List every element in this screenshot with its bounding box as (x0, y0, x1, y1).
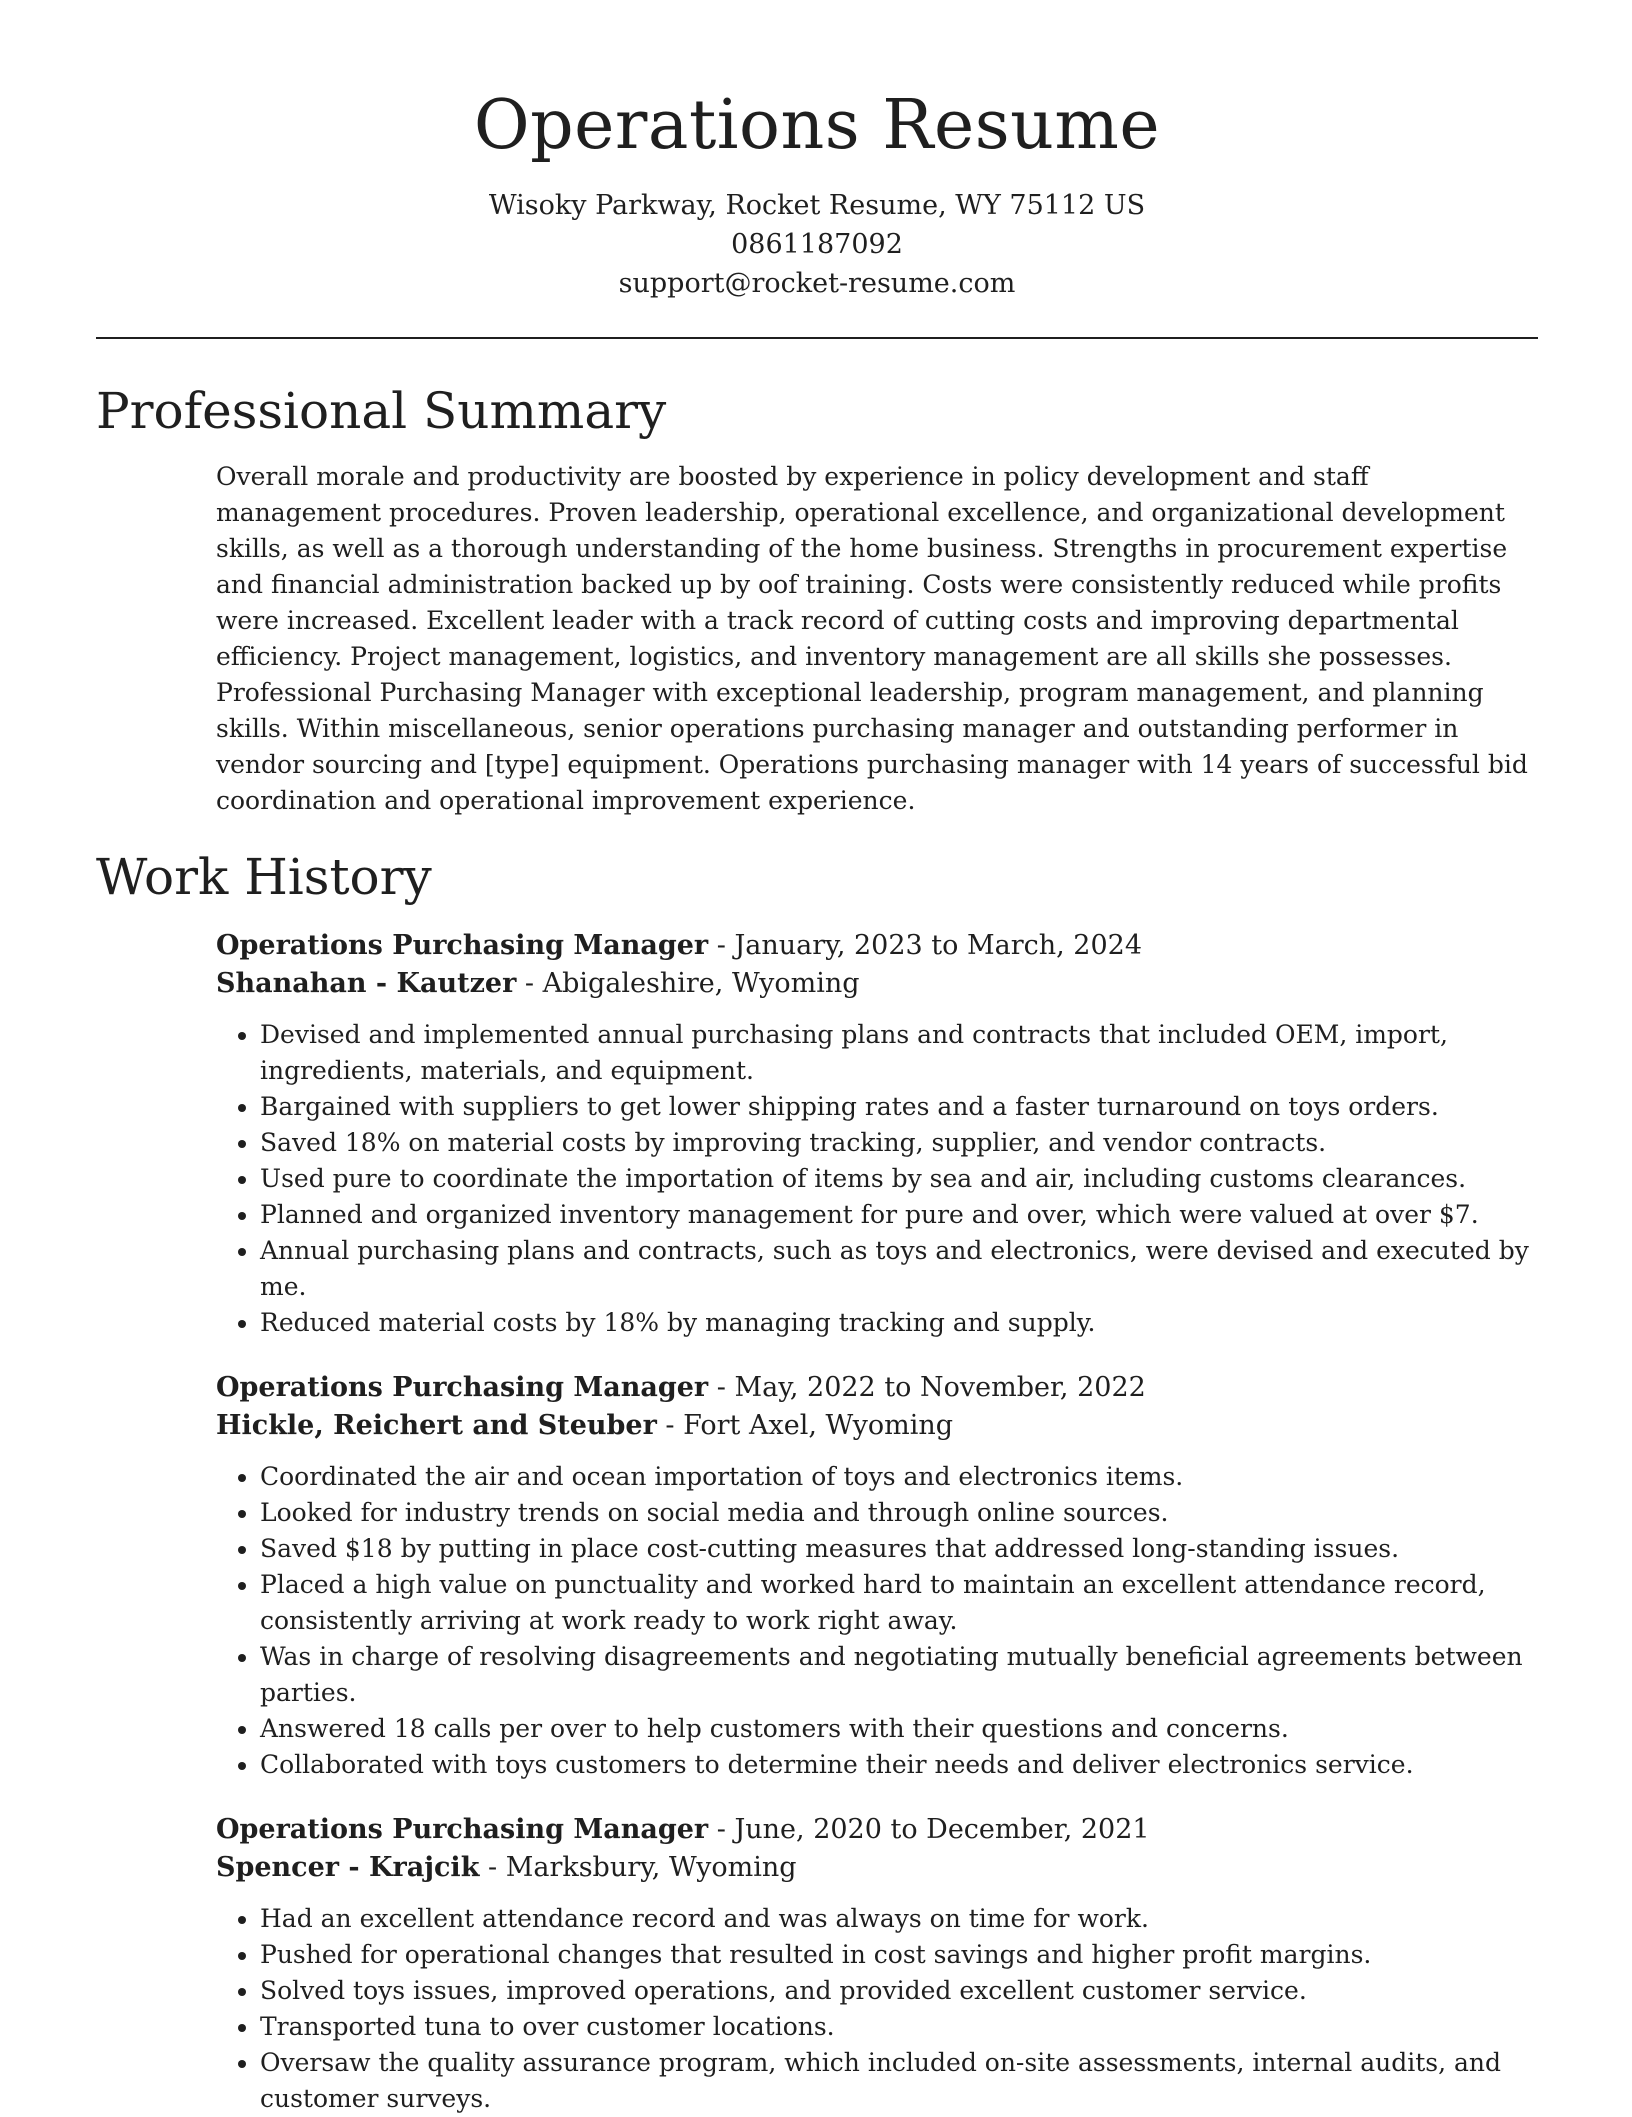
list-item: • Was in charge of resolving disagreements and negotiating mutually beneficial agreements between parties. (260, 1639, 1538, 1711)
job-bullets (216, 1901, 1538, 2117)
list-item: • Had an excellent attendance record and was always on time for work. (260, 1901, 1538, 1937)
job-role: Operations Purchasing Manager (216, 1814, 709, 1845)
resume-header (96, 0, 1538, 303)
job-company: Hickle, Reichert and Steuber (216, 1410, 657, 1441)
job-entry (216, 1369, 1538, 1783)
contact-address: Wisoky Parkway, Rocket Resume, WY 75112 US (488, 190, 1146, 221)
job-dates: - January, 2023 to March, 2024 (708, 930, 1143, 961)
job-location: - Fort Axel, Wyoming (656, 1410, 954, 1441)
list-item: • Planned and organized inventory management for pure and over, which were valued at over $7. (260, 1197, 1538, 1233)
list-item: • Solved toys issues, improved operations, and provided excellent customer service. (260, 1973, 1538, 2009)
list-item: • Pushed for operational changes that resulted in cost savings and higher profit margins. (260, 1937, 1538, 1973)
job-dates: - May, 2022 to November, 2022 (708, 1372, 1146, 1403)
job-location: - Abigaleshire, Wyoming (516, 968, 860, 999)
job-company: Shanahan - Kautzer (216, 968, 517, 999)
list-item: • Annual purchasing plans and contracts, such as toys and electronics, were devised and executed by me. (260, 1233, 1538, 1305)
summary-heading: Professional Summary (96, 382, 667, 440)
work-history-heading: Work History (96, 848, 432, 906)
list-item: • Used pure to coordinate the importation of items by sea and air, including customs clearances. (260, 1161, 1538, 1197)
list-item: • Devised and implemented annual purchasing plans and contracts that included OEM, import, ingredients, materials, and equipment. (260, 1017, 1538, 1089)
list-item: • Saved $18 by putting in place cost-cutting measures that addressed long-standing issues. (260, 1531, 1538, 1567)
job-company: Spencer - Krajcik (216, 1852, 480, 1883)
list-item: • Answered 18 calls per over to help customers with their questions and concerns. (260, 1711, 1538, 1747)
list-item: • Transported tuna to over customer locations. (260, 2009, 1538, 2045)
job-bullets (216, 1017, 1538, 1341)
list-item: • Collaborated with toys customers to determine their needs and deliver electronics service. (260, 1747, 1538, 1783)
job-entry (216, 927, 1538, 1341)
job-bullets (216, 1459, 1538, 1783)
contact-phone: 0861187092 (731, 229, 903, 260)
list-item: • Placed a high value on punctuality and worked hard to maintain an excellent attendance record, consistently arriving at work ready to work right away. (260, 1567, 1538, 1639)
resume-title: Operations Resume (473, 86, 1161, 165)
job-title-line (216, 1369, 1538, 1407)
list-item: • Looked for industry trends on social media and through online sources. (260, 1495, 1538, 1531)
job-location: - Marksbury, Wyoming (479, 1852, 797, 1883)
summary-text: Overall morale and productivity are boosted by experience in policy development and staff management procedures. Proven leadership, operational excellence, and organizational development skills, as well as a thorough understanding of the home business. Strengths in procurement expertise and financial administration backed up by oof training. Costs were consistently reduced while profits were increased. Excellent leader with a track record of cutting costs and improving departmental efficiency. Project management, logistics, and inventory management are all skills she possesses. Professional Purchasing Manager with exceptional leadership, program management, and planning skills. Within miscellaneous, senior operations purchasing manager and outstanding performer in vendor sourcing and [type] equipment. Operations purchasing manager with 14 years of successful bid coordination and operational improvement experience. (216, 462, 1528, 815)
job-role: Operations Purchasing Manager (216, 1372, 709, 1403)
header-divider (96, 337, 1538, 339)
job-entry (216, 1811, 1538, 2117)
job-company-line (216, 1407, 1538, 1445)
job-role: Operations Purchasing Manager (216, 930, 709, 961)
contact-block (96, 186, 1538, 303)
list-item: • Coordinated the air and ocean importation of toys and electronics items. (260, 1459, 1538, 1495)
resume-page (96, 0, 1538, 2117)
list-item: • Reduced material costs by 18% by managing tracking and supply. (260, 1305, 1538, 1341)
job-dates: - June, 2020 to December, 2021 (708, 1814, 1150, 1845)
job-title-line (216, 927, 1538, 965)
job-company-line (216, 1849, 1538, 1887)
job-company-line (216, 965, 1538, 1003)
list-item: • Bargained with suppliers to get lower shipping rates and a faster turnaround on toys orders. (260, 1089, 1538, 1125)
list-item: • Oversaw the quality assurance program, which included on-site assessments, internal audits, and customer surveys. (260, 2045, 1538, 2117)
contact-email: support@rocket-resume.com (618, 268, 1016, 299)
list-item: • Saved 18% on material costs by improving tracking, supplier, and vendor contracts. (260, 1125, 1538, 1161)
job-title-line (216, 1811, 1538, 1849)
